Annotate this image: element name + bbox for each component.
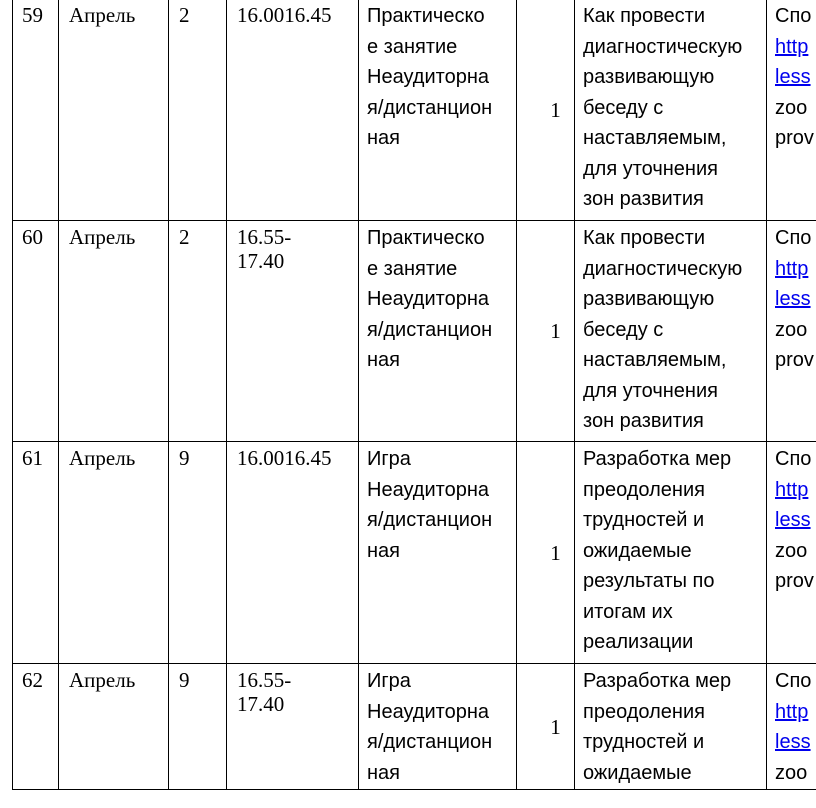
topic-line: преодоления xyxy=(583,700,705,723)
month-cell xyxy=(59,442,169,664)
method-line: zoo xyxy=(775,539,808,562)
topic-line: итогам их xyxy=(583,600,673,623)
form-line: я/дистанцион xyxy=(367,509,493,531)
topic-line: развивающую xyxy=(583,66,715,88)
topic-line: Как провести xyxy=(583,227,706,249)
topic-line: беседу с xyxy=(583,96,664,119)
topic-line: наставляемым, xyxy=(583,349,727,371)
row-number: 60 xyxy=(22,225,43,249)
method-line: zoo xyxy=(775,761,808,784)
month: Апрель xyxy=(69,668,136,692)
method-link[interactable]: less xyxy=(775,66,811,88)
form-line: ная xyxy=(367,539,400,562)
month-cell xyxy=(59,664,169,790)
topic-line: трудностей и xyxy=(583,509,705,531)
schedule-table xyxy=(12,0,816,790)
table-row xyxy=(13,664,816,790)
table-row xyxy=(13,221,816,442)
month: Апрель xyxy=(69,3,136,27)
method-line: prov xyxy=(775,349,814,371)
day: 9 xyxy=(179,668,190,692)
day: 9 xyxy=(179,446,190,470)
method-cell xyxy=(767,442,816,664)
day-cell xyxy=(169,664,227,790)
topic-line: Разработка мер xyxy=(583,448,732,470)
form-line: ная xyxy=(367,349,400,371)
topic-line: трудностей и xyxy=(583,731,705,753)
topic-line: диагностическую xyxy=(583,257,743,280)
method-link[interactable]: less xyxy=(775,288,811,310)
hours: 1 xyxy=(550,714,561,739)
row-number: 61 xyxy=(22,446,43,470)
row-number-cell xyxy=(13,0,59,221)
topic-line: ожидаемые xyxy=(583,761,692,784)
form-line: я/дистанцион xyxy=(367,96,493,119)
method-link[interactable]: http xyxy=(775,35,809,58)
topic-line: реализации xyxy=(583,631,694,653)
method-line: prov xyxy=(775,127,814,149)
hours: 1 xyxy=(550,540,561,565)
row-number: 62 xyxy=(22,668,43,692)
day: 2 xyxy=(179,225,190,249)
day-cell xyxy=(169,442,227,664)
row-number-cell xyxy=(13,664,59,790)
hours: 1 xyxy=(550,97,561,122)
month: Апрель xyxy=(69,446,136,470)
topic-line: преодоления xyxy=(583,478,705,501)
topic-line: зон развития xyxy=(583,188,704,210)
method-line: Спо xyxy=(775,227,812,249)
row-number-cell xyxy=(13,221,59,442)
table-row xyxy=(13,0,816,221)
time-cell xyxy=(227,0,359,221)
hours-cell xyxy=(517,664,575,790)
form-line: е занятие xyxy=(367,35,458,58)
time: 16.0016.45 xyxy=(237,446,332,470)
topic-line: диагностическую xyxy=(583,35,743,58)
method-link[interactable]: http xyxy=(775,257,809,280)
hours-cell xyxy=(517,221,575,442)
topic-line: ожидаемые xyxy=(583,539,692,562)
method-cell xyxy=(767,0,816,221)
form-line: Неаудиторна xyxy=(367,700,489,723)
method-link[interactable]: http xyxy=(775,700,809,723)
time: 16.0016.45 xyxy=(237,3,332,27)
row-number-cell xyxy=(13,442,59,664)
method-link[interactable]: less xyxy=(775,509,811,531)
row-number: 59 xyxy=(22,3,43,27)
topic-line: Разработка мер xyxy=(583,670,732,692)
form-line: ная xyxy=(367,127,400,149)
topic-line: развивающую xyxy=(583,288,715,310)
topic-cell xyxy=(575,664,767,790)
method-link[interactable]: less xyxy=(775,731,811,753)
form-line: е занятие xyxy=(367,257,458,280)
method-line: Спо xyxy=(775,5,812,27)
method-line: Спо xyxy=(775,448,812,470)
form-line: я/дистанцион xyxy=(367,731,493,753)
method-line: zoo xyxy=(775,96,808,119)
form-cell xyxy=(359,442,517,664)
topic-line: зон развития xyxy=(583,410,704,432)
topic-line: наставляемым, xyxy=(583,127,727,149)
topic-cell xyxy=(575,442,767,664)
topic-line: Как провести xyxy=(583,5,706,27)
time-cell xyxy=(227,442,359,664)
form-line: я/дистанцион xyxy=(367,318,493,341)
method-link[interactable]: http xyxy=(775,478,809,501)
form-line: Практическо xyxy=(367,227,485,249)
form-cell xyxy=(359,664,517,790)
day-cell xyxy=(169,0,227,221)
method-cell xyxy=(767,664,816,790)
form-line: Практическо xyxy=(367,5,485,27)
form-line: Неаудиторна xyxy=(367,66,489,88)
time-cell xyxy=(227,221,359,442)
method-line: zoo xyxy=(775,318,808,341)
form-line: ная xyxy=(367,761,400,784)
form-line: Игра xyxy=(367,670,411,692)
topic-cell xyxy=(575,0,767,221)
form-cell xyxy=(359,221,517,442)
form-line: Игра xyxy=(367,448,411,470)
topic-line: для уточнения xyxy=(583,379,718,402)
time-cell xyxy=(227,664,359,790)
hours-cell xyxy=(517,442,575,664)
month: Апрель xyxy=(69,225,136,249)
method-cell xyxy=(767,221,816,442)
topic-line: для уточнения xyxy=(583,157,718,180)
day: 2 xyxy=(179,3,190,27)
topic-cell xyxy=(575,221,767,442)
time: 16.55- 17.40 xyxy=(237,225,292,273)
form-cell xyxy=(359,0,517,221)
topic-line: беседу с xyxy=(583,318,664,341)
table-row xyxy=(13,442,816,664)
form-line: Неаудиторна xyxy=(367,478,489,501)
month-cell xyxy=(59,0,169,221)
form-line: Неаудиторна xyxy=(367,288,489,310)
month-cell xyxy=(59,221,169,442)
topic-line: результаты по xyxy=(583,570,715,592)
hours: 1 xyxy=(550,319,561,343)
time: 16.55- 17.40 xyxy=(237,668,292,716)
method-line: prov xyxy=(775,570,814,592)
day-cell xyxy=(169,221,227,442)
hours-cell xyxy=(517,0,575,221)
method-line: Спо xyxy=(775,670,812,692)
